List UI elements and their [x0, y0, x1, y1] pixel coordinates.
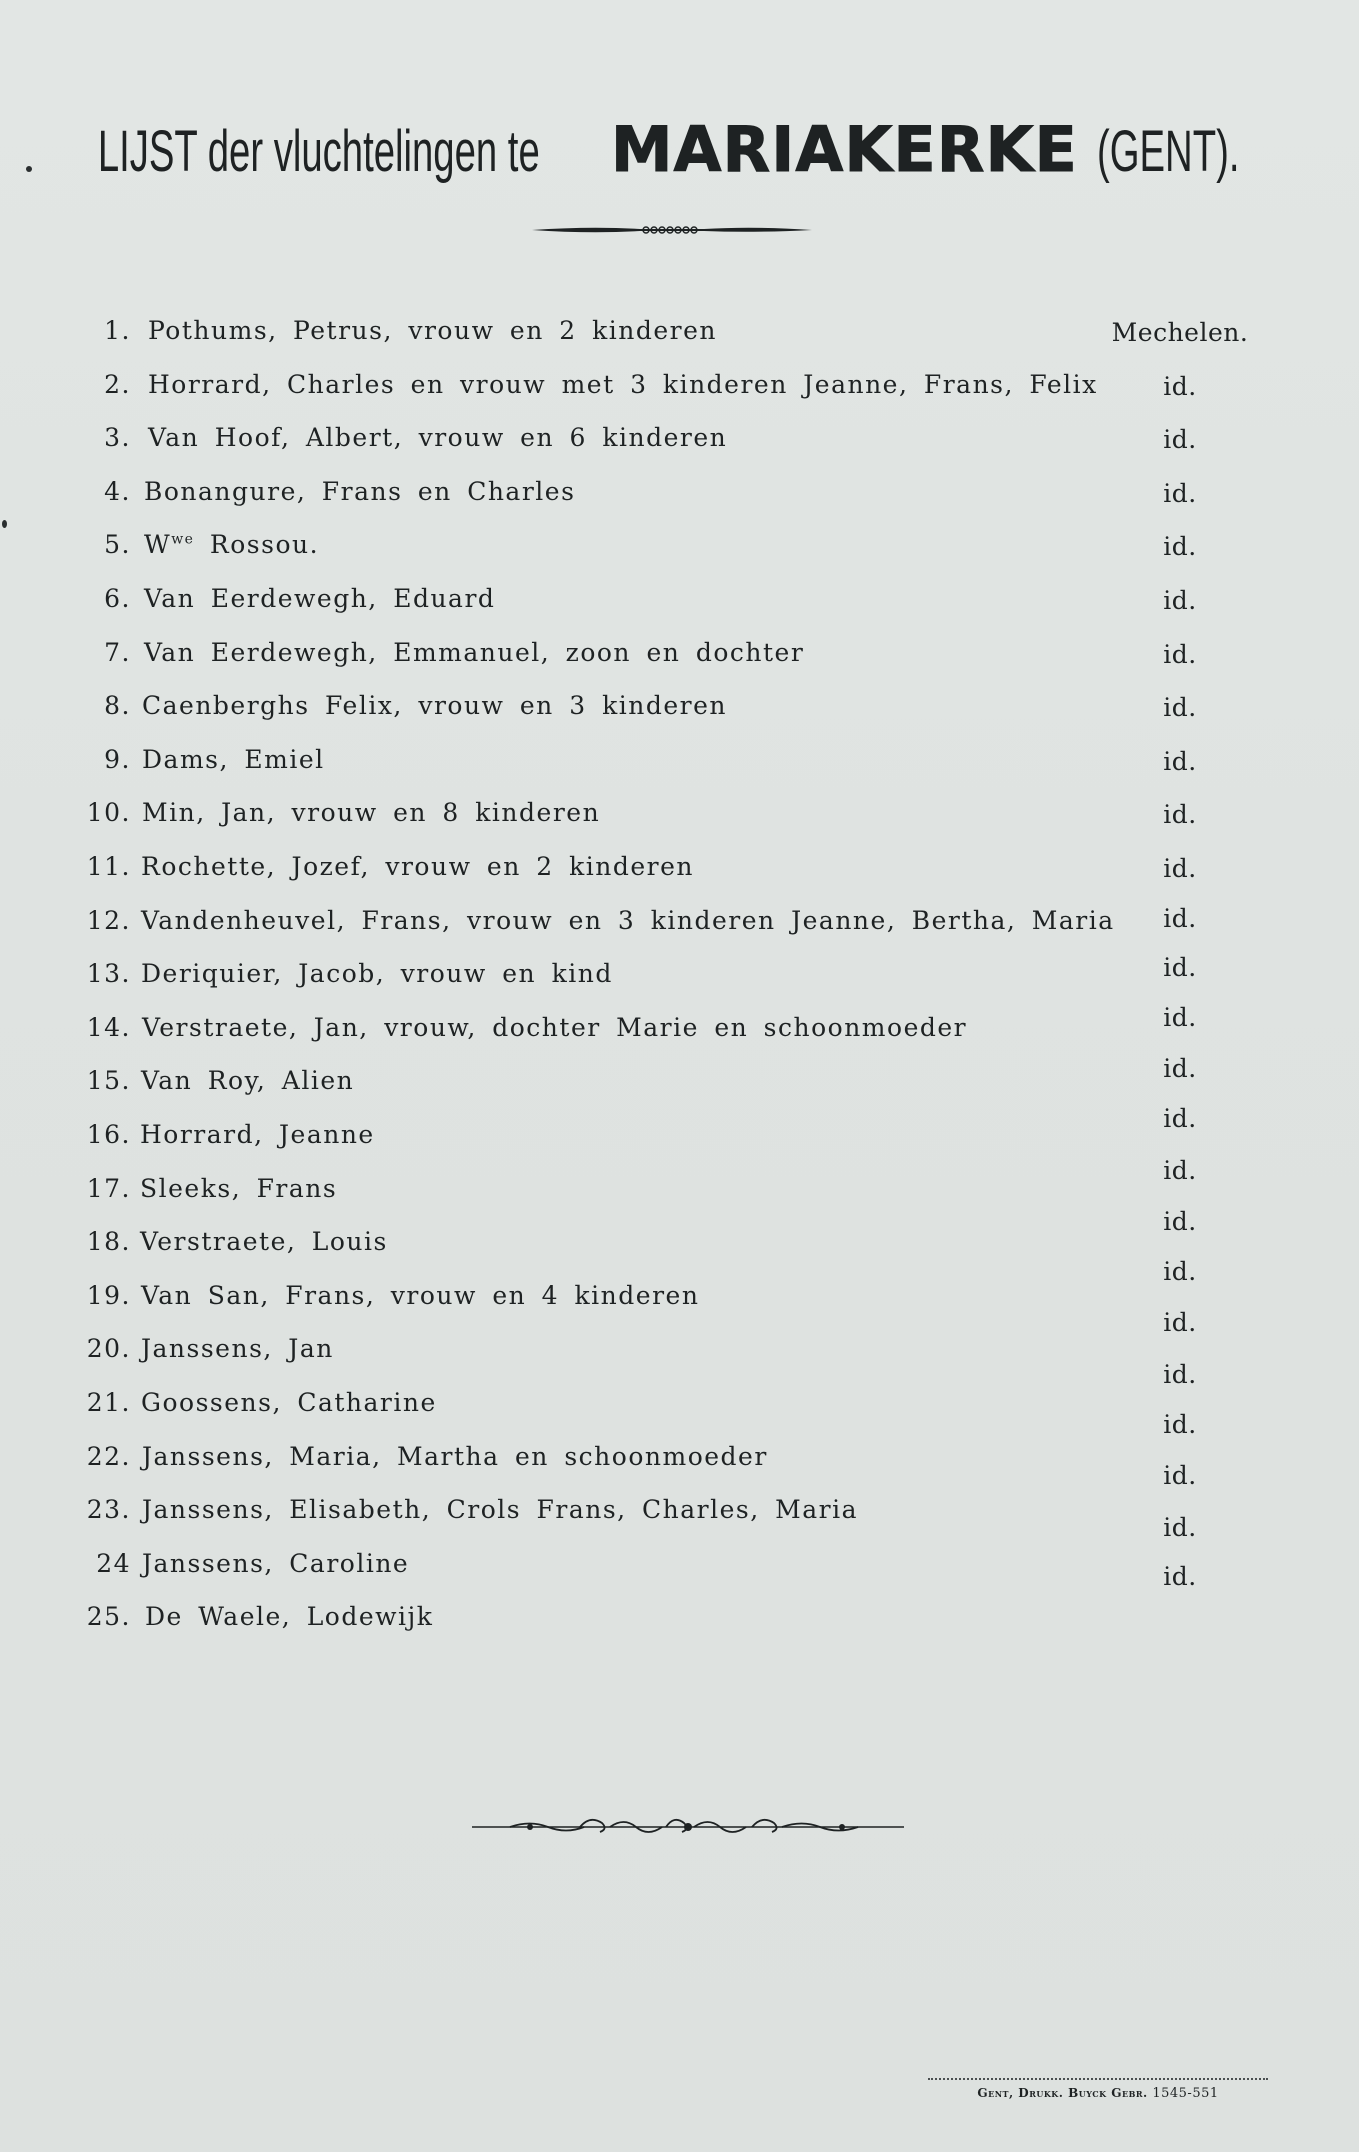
- title-suffix: (GENT).: [1096, 119, 1240, 184]
- list-item: [0, 846, 1359, 886]
- entry-number: 18.: [86, 1227, 131, 1256]
- list-item: [0, 685, 1359, 725]
- entry-origin: id.: [1163, 1156, 1197, 1185]
- entry-name: Horrard, Charles en vrouw met 3 kinderen Jeanne, Frans, Felix: [148, 370, 1098, 399]
- entry-number: 9.: [104, 745, 131, 774]
- entry-number: 16.: [86, 1120, 131, 1149]
- entry-origin: id.: [1163, 532, 1197, 561]
- list-item: [0, 1054, 1359, 1100]
- entry-number: 19.: [86, 1281, 131, 1310]
- list-item: [0, 364, 1359, 404]
- entry-number: 21.: [86, 1388, 131, 1417]
- entry-name: Rochette, Jozef, vrouw en 2 kinderen: [141, 852, 695, 881]
- entry-number: 25.: [86, 1602, 131, 1631]
- entry-name: De Waele, Lodewijk: [145, 1602, 434, 1631]
- entry-name: Pothums, Petrus, vrouw en 2 kinderen: [148, 316, 718, 345]
- entry-origin: id.: [1163, 372, 1197, 401]
- entry-origin: id.: [1163, 586, 1197, 615]
- list-item: [0, 578, 1359, 618]
- flourish-rule-icon: [470, 1812, 906, 1842]
- superscript-abbreviation: we: [171, 531, 195, 548]
- entry-name: Janssens, Maria, Martha en schoonmoeder: [142, 1442, 768, 1471]
- entry-number: 24: [96, 1549, 131, 1578]
- entry-name: Verstraete, Jan, vrouw, dochter Marie en schoonmoeder: [142, 1013, 968, 1042]
- list-item: [0, 739, 1359, 779]
- list-item: [0, 310, 1359, 350]
- list-item: [0, 524, 1359, 564]
- entry-number: 7.: [104, 638, 131, 667]
- entry-number: 13.: [86, 959, 131, 988]
- entry-name: Van San, Frans, vrouw en 4 kinderen: [141, 1281, 700, 1310]
- entry-number: 2.: [104, 370, 131, 399]
- entry-name: Van Eerdewegh, Eduard: [144, 584, 496, 613]
- list-item: [0, 953, 1359, 993]
- entry-number: 14.: [86, 1013, 131, 1042]
- entry-number: 12.: [86, 906, 131, 935]
- entry-name: $W^{we}$ Rossou.: [144, 530, 320, 559]
- entry-origin: id.: [1163, 1513, 1197, 1542]
- entry-number: 15.: [86, 1066, 131, 1095]
- entry-number: 8.: [104, 691, 131, 720]
- entry-origin: id.: [1163, 800, 1197, 829]
- entry-name: Janssens, Jan: [141, 1334, 334, 1363]
- entry-origin: id.: [1163, 854, 1197, 883]
- entry-name: Sleeks, Frans: [140, 1174, 338, 1203]
- list-item: [0, 1104, 1359, 1154]
- entry-number: 3.: [104, 423, 131, 452]
- entry-number: 6.: [104, 584, 131, 613]
- printer-imprint: [928, 2078, 1268, 2101]
- entry-name: Van Hoof, Albert, vrouw en 6 kinderen: [148, 423, 728, 452]
- entry-number: 17.: [86, 1174, 131, 1203]
- entry-origin: id.: [1163, 1461, 1197, 1490]
- entry-origin: id.: [1163, 1410, 1197, 1439]
- entry-origin: id.: [1163, 904, 1197, 933]
- entry-name: Caenberghs Felix, vrouw en 3 kinderen: [142, 691, 727, 720]
- entry-origin: id.: [1163, 1054, 1197, 1083]
- list-item: [0, 417, 1359, 457]
- entry-origin: id.: [1163, 1104, 1197, 1133]
- entry-origin: id.: [1163, 1360, 1197, 1389]
- entry-origin: id.: [1163, 640, 1197, 669]
- entry-name: Horrard, Jeanne: [140, 1120, 375, 1149]
- list-item: [0, 1003, 1359, 1047]
- title-place: MARIAKERKE: [610, 113, 1078, 186]
- entry-number: 5.: [104, 530, 131, 559]
- entry-origin: Mechelen.: [1111, 318, 1249, 347]
- entry-origin: id.: [1163, 747, 1197, 776]
- entry-origin: id.: [1163, 1257, 1197, 1286]
- entry-name: Dams, Emiel: [142, 745, 325, 774]
- entry-number: 1.: [104, 316, 131, 345]
- entry-origin: id.: [1163, 953, 1197, 982]
- entry-origin: id.: [1163, 425, 1197, 454]
- entry-origin: id.: [1163, 1207, 1197, 1236]
- entry-name: Van Eerdewegh, Emmanuel, zoon en dochter: [144, 638, 805, 667]
- decorative-rule-icon: [530, 220, 814, 240]
- entry-name: Deriquier, Jacob, vrouw en kind: [141, 959, 613, 988]
- title-prefix: LIJST der vluchtelingen te: [98, 119, 540, 184]
- entry-number: 4.: [104, 477, 131, 506]
- entry-number: 23.: [86, 1495, 131, 1524]
- entry-name: Van Roy, Alien: [141, 1066, 355, 1095]
- list-item: [0, 632, 1359, 672]
- entry-number: 22.: [86, 1442, 131, 1471]
- entry-name: Vandenheuvel, Frans, vrouw en 3 kinderen Jeanne, Bertha, Maria: [141, 906, 1115, 935]
- imprint-printer: Drukk. Buyck Gebr.: [1018, 2086, 1148, 2100]
- list-item: [0, 1207, 1359, 1261]
- entry-number: 20.: [86, 1334, 131, 1363]
- entry-name: Janssens, Elisabeth, Crols Frans, Charles, Maria: [142, 1495, 859, 1524]
- document-title: [0, 110, 1359, 206]
- list-item: [0, 900, 1359, 940]
- entry-origin: id.: [1163, 479, 1197, 508]
- entry-origin: id.: [1163, 1003, 1197, 1032]
- imprint-number: 1545-551: [1152, 2086, 1219, 2101]
- list-item: [0, 471, 1359, 511]
- entry-name: Min, Jan, vrouw en 8 kinderen: [142, 798, 601, 827]
- entry-name: Janssens, Caroline: [142, 1549, 410, 1578]
- entry-number: 11.: [86, 852, 131, 881]
- entry-number: 10.: [86, 798, 131, 827]
- imprint-city: Gent,: [977, 2086, 1014, 2100]
- entry-origin: id.: [1163, 1562, 1197, 1591]
- entry-origin: id.: [1163, 693, 1197, 722]
- entry-name: Goossens, Catharine: [141, 1388, 437, 1417]
- list-item: [0, 792, 1359, 832]
- list-item: [0, 1156, 1359, 1208]
- entry-name: Bonangure, Frans en Charles: [144, 477, 576, 506]
- entry-origin: id.: [1163, 1308, 1197, 1337]
- entry-name: Verstraete, Louis: [140, 1227, 388, 1256]
